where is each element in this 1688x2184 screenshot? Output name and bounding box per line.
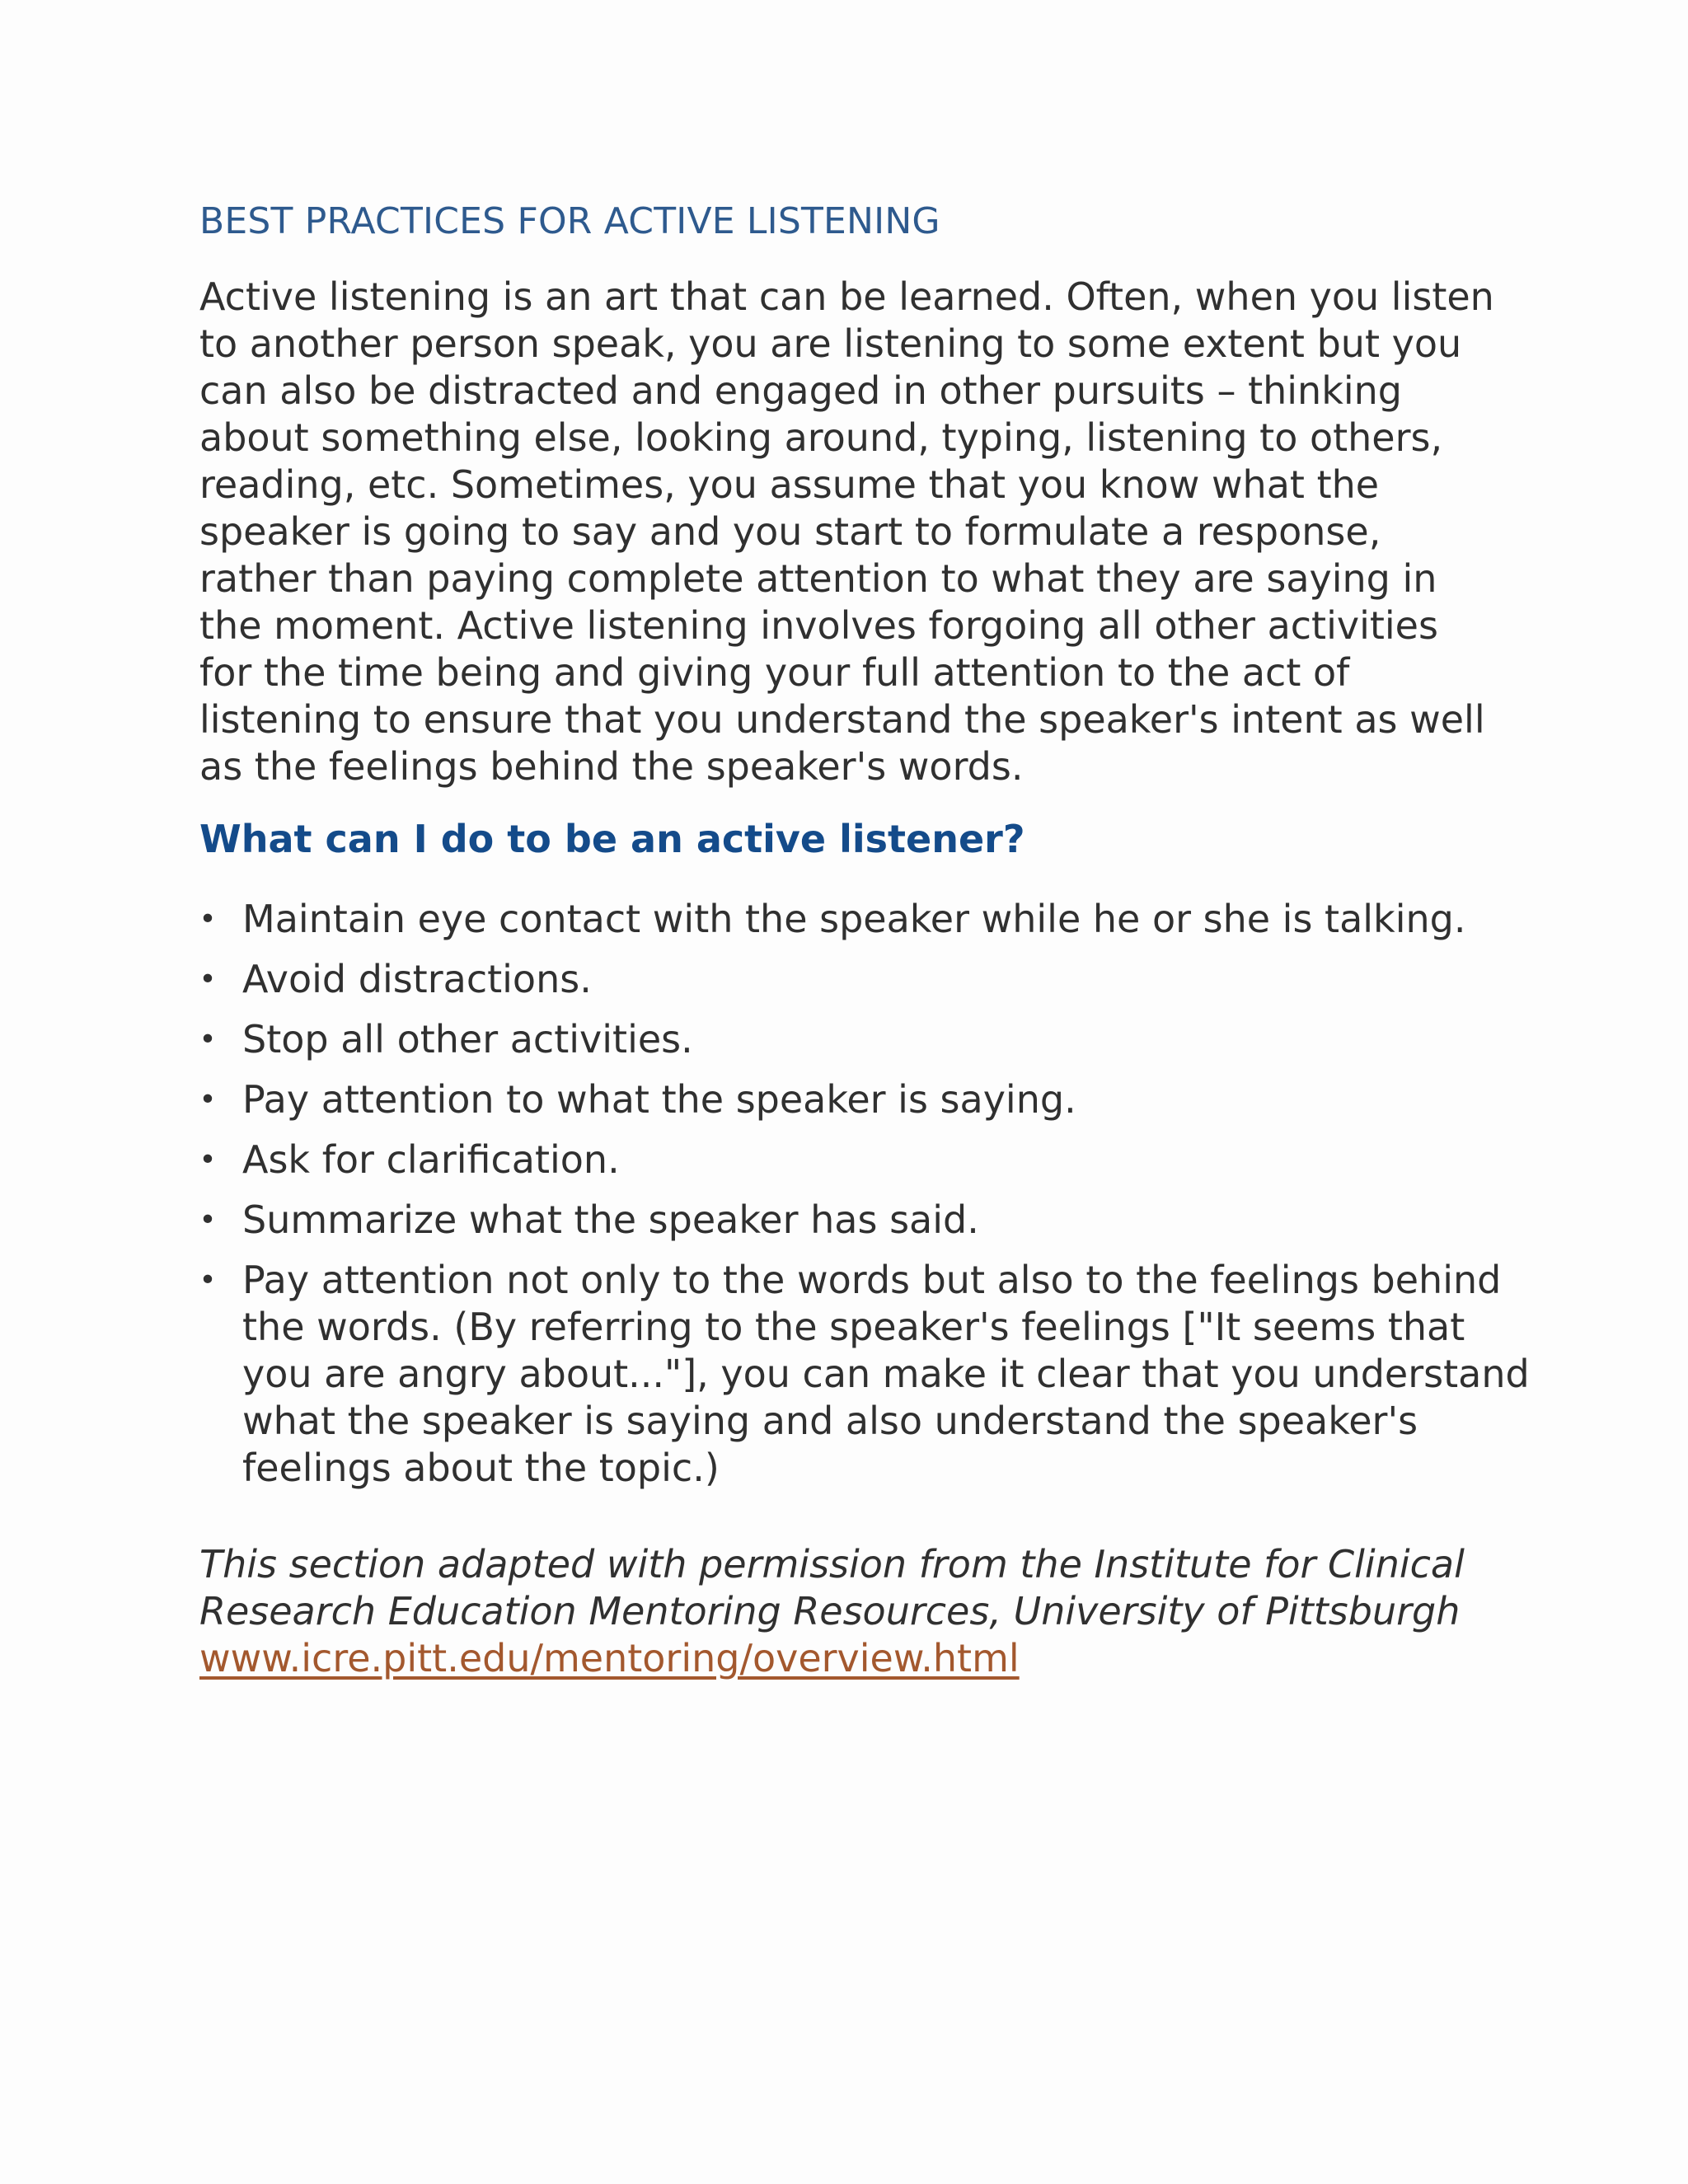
list-item [199, 1197, 1545, 1244]
list-item-text: Maintain eye contact with the speaker while he or she is talking. [242, 897, 1466, 941]
bullet-icon: • [199, 1263, 217, 1297]
bullet-icon: • [199, 1023, 217, 1057]
list-item [199, 896, 1545, 943]
bullet-icon: • [199, 1083, 217, 1117]
list-item [199, 1257, 1545, 1492]
bullet-icon: • [199, 1143, 217, 1177]
list-item-text: Summarize what the speaker has said. [242, 1197, 979, 1242]
list-item [199, 1076, 1545, 1123]
list-item-text: Avoid distractions. [242, 957, 592, 1001]
credit-text: This section adapted with permission from the Institute for Clinical Research Education Mentoring Resources, University of Pittsburgh [199, 1542, 1465, 1633]
list-item-text: Pay attention not only to the words but also to the feelings behind the words. (By referring to the speaker's feelings ["It seems that you are angry about..."], you can make it clear that you understand what the speaker is saying and also understand the speaker's feelings about the topic.) [242, 1258, 1530, 1490]
bullet-icon: • [199, 902, 217, 936]
page-title: BEST PRACTICES FOR ACTIVE LISTENING [199, 200, 940, 242]
intro-paragraph: Active listening is an art that can be learned. Often, when you listen to another person speak, you are listening to some extent but you can also be distracted and engaged in other pursuits – thinking about something else, looking around, typing, listening to others, reading, etc. Sometimes, you assume that you know what the speaker is going to say and you start to formulate a response, rather than paying complete attention to what they are saying in the moment. Active listening involves forgoing all other activities for the time being and giving your full attention to the act of listening to ensure that you understand the speaker's intent as well as the feelings behind the speaker's words. [199, 274, 1494, 789]
tips-list [199, 896, 1530, 1492]
list-item-text: Stop all other activities. [242, 1017, 693, 1062]
section-heading: What can I do to be an active listener? [199, 817, 1025, 861]
bullet-icon: • [199, 1203, 217, 1237]
source-link[interactable]: www.icre.pitt.edu/mentoring/overview.html [199, 1636, 1020, 1680]
list-item [199, 956, 1545, 1003]
document-page [199, 198, 1530, 1682]
bullet-icon: • [199, 963, 217, 996]
list-item [199, 1016, 1545, 1063]
list-item-text: Ask for clarification. [242, 1137, 620, 1182]
list-item-text: Pay attention to what the speaker is saying. [242, 1077, 1076, 1122]
list-item [199, 1137, 1545, 1183]
source-credit [199, 1541, 1502, 1682]
